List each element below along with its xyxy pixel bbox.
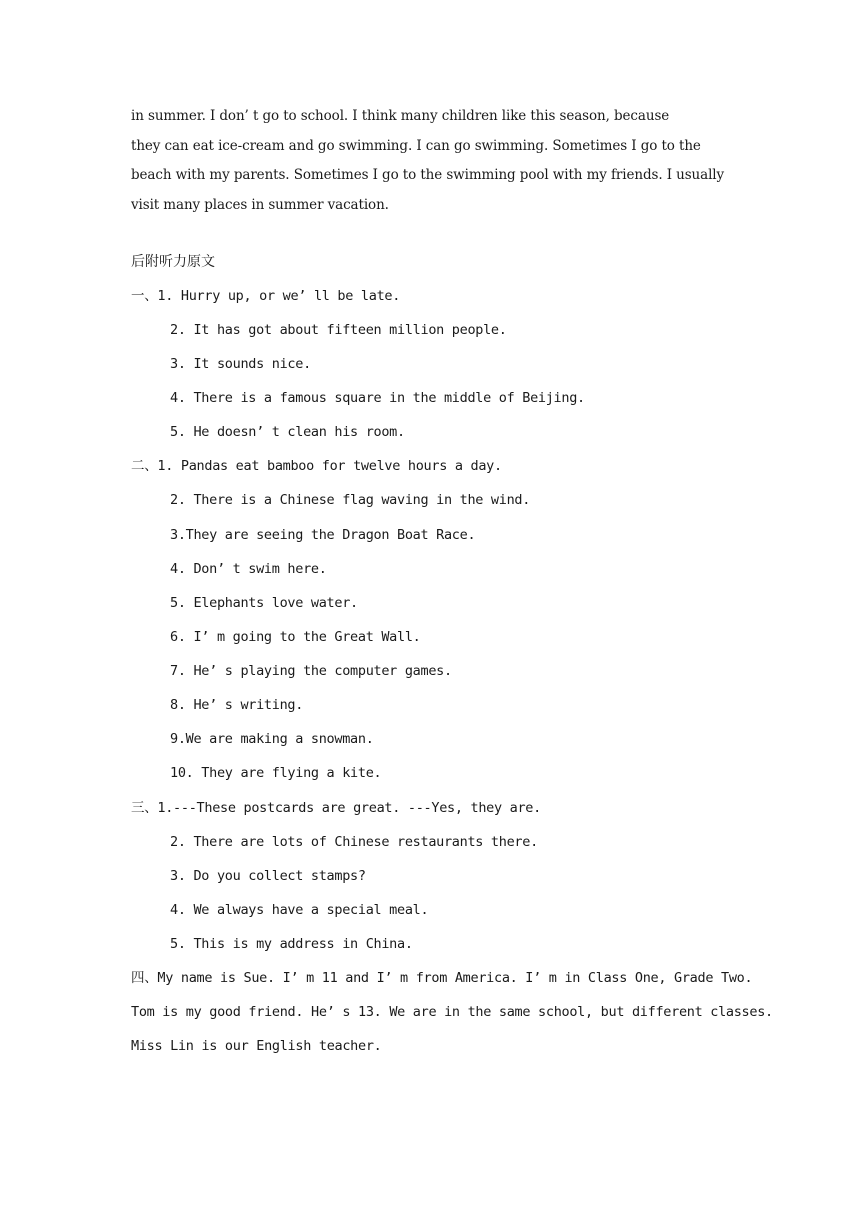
section1-item: 2. It has got about fifteen million people. [170,322,507,338]
section2-item: 3.They are seeing the Dragon Boat Race. [170,527,476,543]
section4-line: Tom is my good friend. He’ s 13. We are in the same school, but different classes. [131,1004,773,1020]
section3-item: 3. Do you collect stamps? [170,868,366,884]
section2-item-1: 二、1. Pandas eat bamboo for twelve hours a day. [131,458,502,474]
section1-item: 3. It sounds nice. [170,356,311,372]
appendix-title: 后附听力原文 [131,254,215,270]
section2-item: 5. Elephants love water. [170,595,358,611]
section3-item-1: 三、1.---These postcards are great. ---Yes, they are. [131,800,541,816]
section2-item: 2. There is a Chinese flag waving in the wind. [170,492,531,508]
section3-item: 5. This is my address in China. [170,936,413,952]
section3-item: 2. There are lots of Chinese restaurants there. [170,834,538,850]
section4-line: Miss Lin is our English teacher. [131,1038,382,1054]
intro-paragraph [131,102,733,220]
intro-line: visit many places in summer vacation. [131,196,389,213]
intro-line: beach with my parents. Sometimes I go to the swimming pool with my friends. I usually [131,167,725,183]
section3-item: 4. We always have a special meal. [170,902,429,918]
intro-line: they can eat ice-cream and go swimming. I can go swimming. Sometimes I go to the [131,137,701,154]
section1-item: 5. He doesn’ t clean his room. [170,424,405,440]
section2-item: 8. He’ s writing. [170,697,304,713]
section2-item: 4. Don’ t swim here. [170,561,327,577]
section2-item: 7. He’ s playing the computer games. [170,663,452,679]
section1-item-1: 一、1. Hurry up, or we’ ll be late. [131,288,401,304]
intro-line: in summer. I don’ t go to school. I think many children like this season, because [131,108,670,124]
section2-item: 9.We are making a snowman. [170,731,374,747]
section2-item: 10. They are flying a kite. [170,765,382,781]
section4-line: 四、My name is Sue. I’ m 11 and I’ m from America. I’ m in Class One, Grade Two. [131,970,753,986]
section2-item: 6. I’ m going to the Great Wall. [170,629,421,645]
section1-item: 4. There is a famous square in the middle of Beijing. [170,390,585,406]
